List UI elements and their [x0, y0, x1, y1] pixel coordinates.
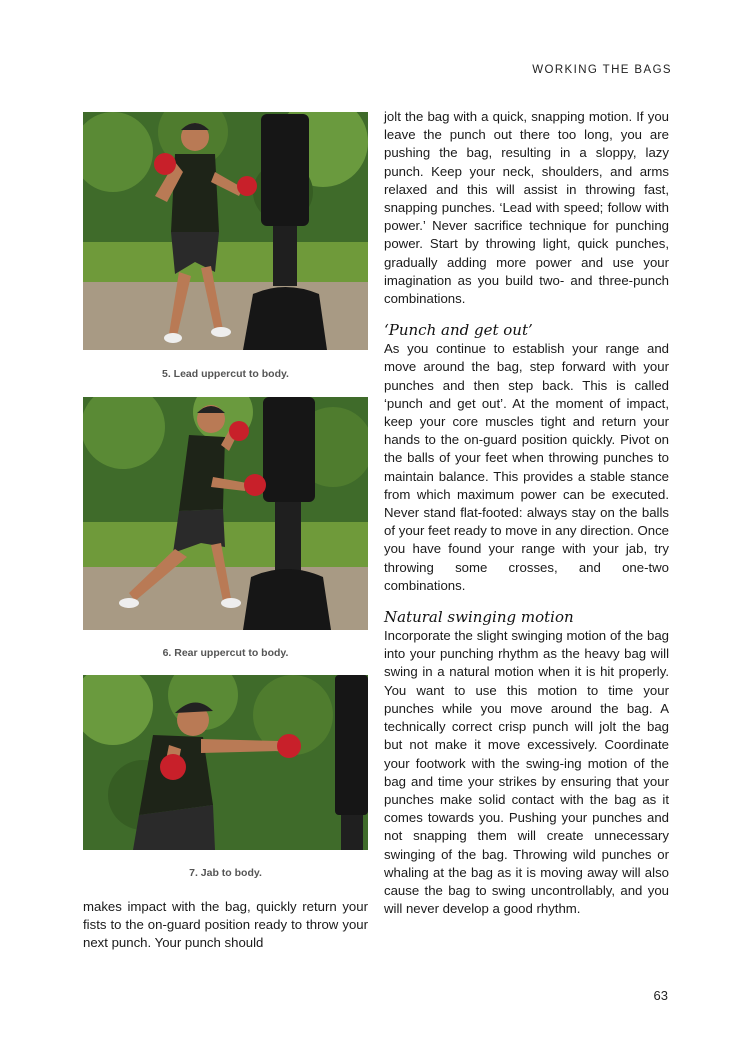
section-heading-punch-and-get-out: ‘Punch and get out’ — [384, 321, 533, 340]
intro-paragraph: jolt the bag with a quick, snapping motion. If you leave the punch out there too long, you are pushing the bag, resulting in a sloppy, lazy punch. Keep your neck, shoulders, and arms relaxed and this will assist in throwing fast, snapping punches. ‘Lead with speed; follow with power.’ Never sacrifice technique for punching power. Start by throwing light, quick punches, gradually adding more power and use your imagination as you build two- and three-punch combinations. — [384, 109, 669, 307]
figure-6-caption: 6. Rear uppercut to body. — [162, 647, 289, 659]
left-column-text: makes impact with the bag, quickly return your fists to the on-guard position ready to throw your next punch. Your punch should — [83, 899, 368, 951]
section-heading-natural-swinging-motion: Natural swinging motion — [384, 608, 574, 627]
photo-jab-to-body — [83, 675, 368, 850]
running-head: WORKING THE BAGS — [532, 64, 672, 76]
photo-rear-uppercut — [83, 397, 368, 630]
photo-lead-uppercut — [83, 112, 368, 350]
right-column — [384, 108, 669, 918]
section-paragraph-punch-and-get-out: As you continue to establish your range and move around the bag, step forward with your punches and then step back. This is called ‘punch and get out’. At the moment of impact, keep your core muscles tight and return your hands to the on-guard position quickly. Pivot on the balls of your feet when throwing punches to maintain balance. This provides a stable stance from which maximum power can be executed. Never stand flat-footed: always stay on the balls of your feet ready to move in any direction. Once you have found your range with your jab, try throwing some crosses, and one-two combinations. — [384, 341, 669, 593]
figure-7-caption: 7. Jab to body. — [189, 867, 262, 879]
figure-5-caption: 5. Lead uppercut to body. — [162, 368, 289, 380]
page-number: 63 — [653, 988, 668, 1003]
section-paragraph-natural-swinging-motion: Incorporate the slight swinging motion of the bag into your punching rhythm as the heavy bag will swing in a natural motion when it is hit properly. You want to use this motion to time your punches while you move around the bag. A technically correct crisp punch will jolt the bag but not make it move excessively. Coordinate your footwork with the swing-ing motion of the bag and time your strikes by ensuring that your punches make solid contact with the bag as it comes towards you. Pushing your punches and not snapping them will create unnecessary swinging of the bag. Throwing wild punches or whaling at the bag as it is moving away will also cause the bag to swing uncontrollably, and you will never develop a good rhythm. — [384, 628, 669, 917]
